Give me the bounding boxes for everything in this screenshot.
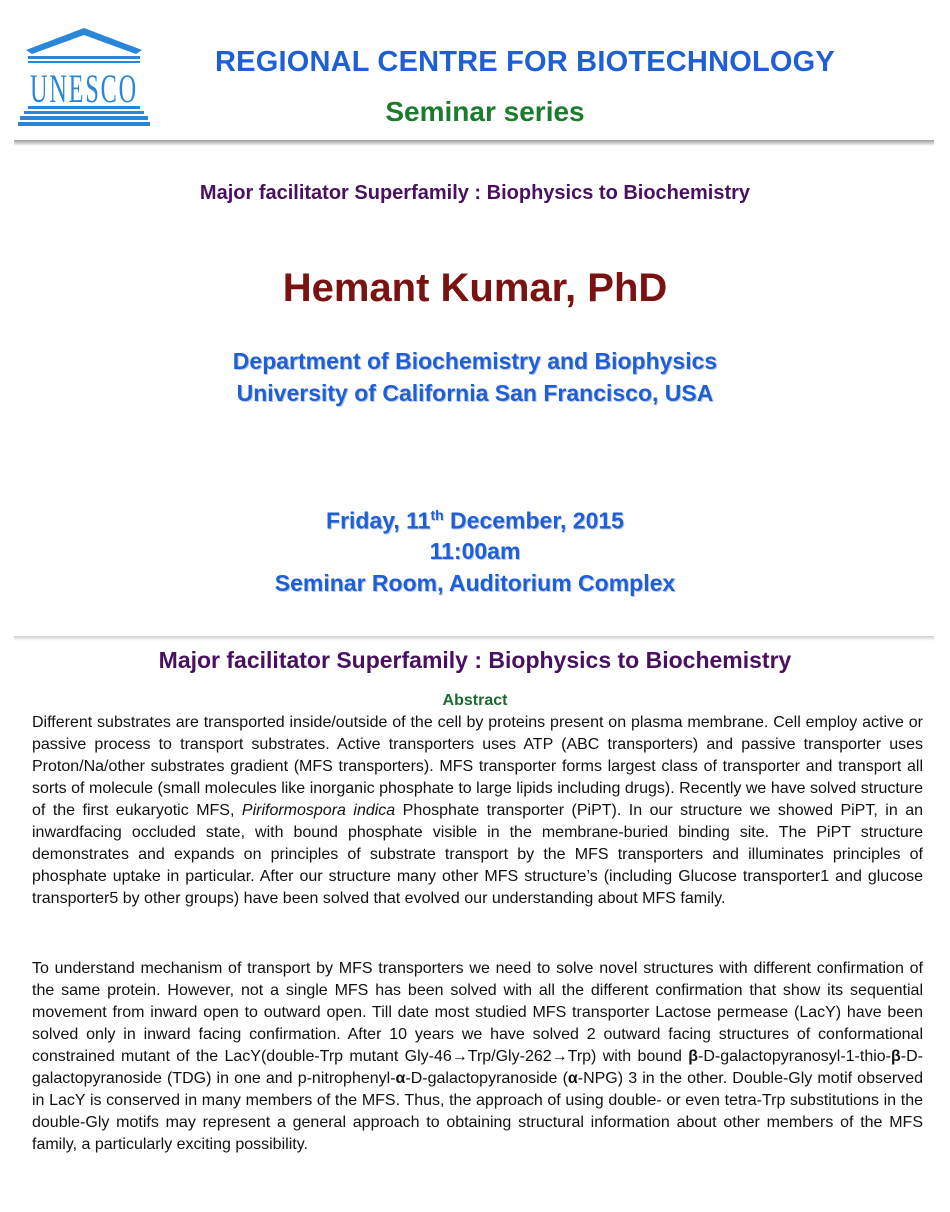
abstract-paragraph-2: To understand mechanism of transport by MFS transporters we need to solve novel structures with different confirmation of the same protein. However, not a single MFS has been solved with all the different confirmation that show its sequential movement from inward open to outward open. Till date most studied MFS transporter Lactose permease (LacY) have been solved only in inward facing confirmation. After 10 years we have solved 2 outward facing structures of conformational constrained mutant of the LacY(double-Trp mutant Gly-46→Trp/Gly-262→Trp) with bound β-D-galactopyranosyl-1-thio-β-D-galactopyranoside (TDG) in one and p-nitrophenyl-α-D-galactopyranoside (α-NPG) 3 in the other. Double-Gly motif observed in LacY is conserved in many members of the MFS. Thus, the approach of using double- or even tetra-Trp substitutions in the double-Gly motifs may represent a general approach to obtaining structural information about other members of the MFS family, a particularly exciting possibility. — [32, 960, 924, 1153]
speaker-university: University of California San Francisco, USA — [236, 380, 714, 406]
abstract-heading: Abstract — [442, 692, 508, 709]
org-title: REGIONAL CENTRE FOR BIOTECHNOLOGY — [215, 46, 835, 78]
abstract-paragraph-1: Different substrates are transported inside/outside of the cell by proteins present on plasma membrane. Cell employ active or passive process to transport substrates. Active transporters uses ATP (ABC transporters) and passive transporter uses Proton/Na/other substrates gradient (MFS transporters). MFS transporter forms largest class of transporter and transport all sorts of molecule (small molecules like inorganic phosphate to large lipids including drugs). Recently we have solved structure of the first eukaryotic MFS, Piriformospora indica Phosphate transporter (PiPT). In our structure we showed PiPT, in an inwardfacing occluded state, with bound phosphate visible in the membrane-buried binding site. The PiPT structure demonstrates and expands on principles of substrate transport by the MFS transporters and illuminates principles of phosphate uptake in particular. After our structure many other MFS structure’s (including Glucose transporter1 and glucose transporter5 by other groups) have been solved that evolved our understanding about MFS family. — [32, 714, 923, 907]
seminar-time: 11:00am — [429, 538, 521, 564]
speaker-name: Hemant Kumar, PhD — [282, 266, 668, 310]
unesco-logo-text: UNESCO — [30, 66, 138, 111]
unesco-logo — [18, 26, 150, 130]
talk-title: Major facilitator Superfamily : Biophysics to Biochemistry — [199, 182, 751, 204]
speaker-department: Department of Biochemistry and Biophysics — [232, 348, 718, 374]
seminar-series-label: Seminar series — [385, 96, 585, 127]
seminar-venue: Seminar Room, Auditorium Complex — [274, 570, 676, 596]
section-divider — [14, 636, 934, 641]
header-divider — [14, 140, 934, 146]
abstract-talk-title: Major facilitator Superfamily : Biophysics to Biochemistry — [158, 647, 792, 673]
seminar-date: Friday, 11th December, 2015 — [326, 507, 624, 534]
